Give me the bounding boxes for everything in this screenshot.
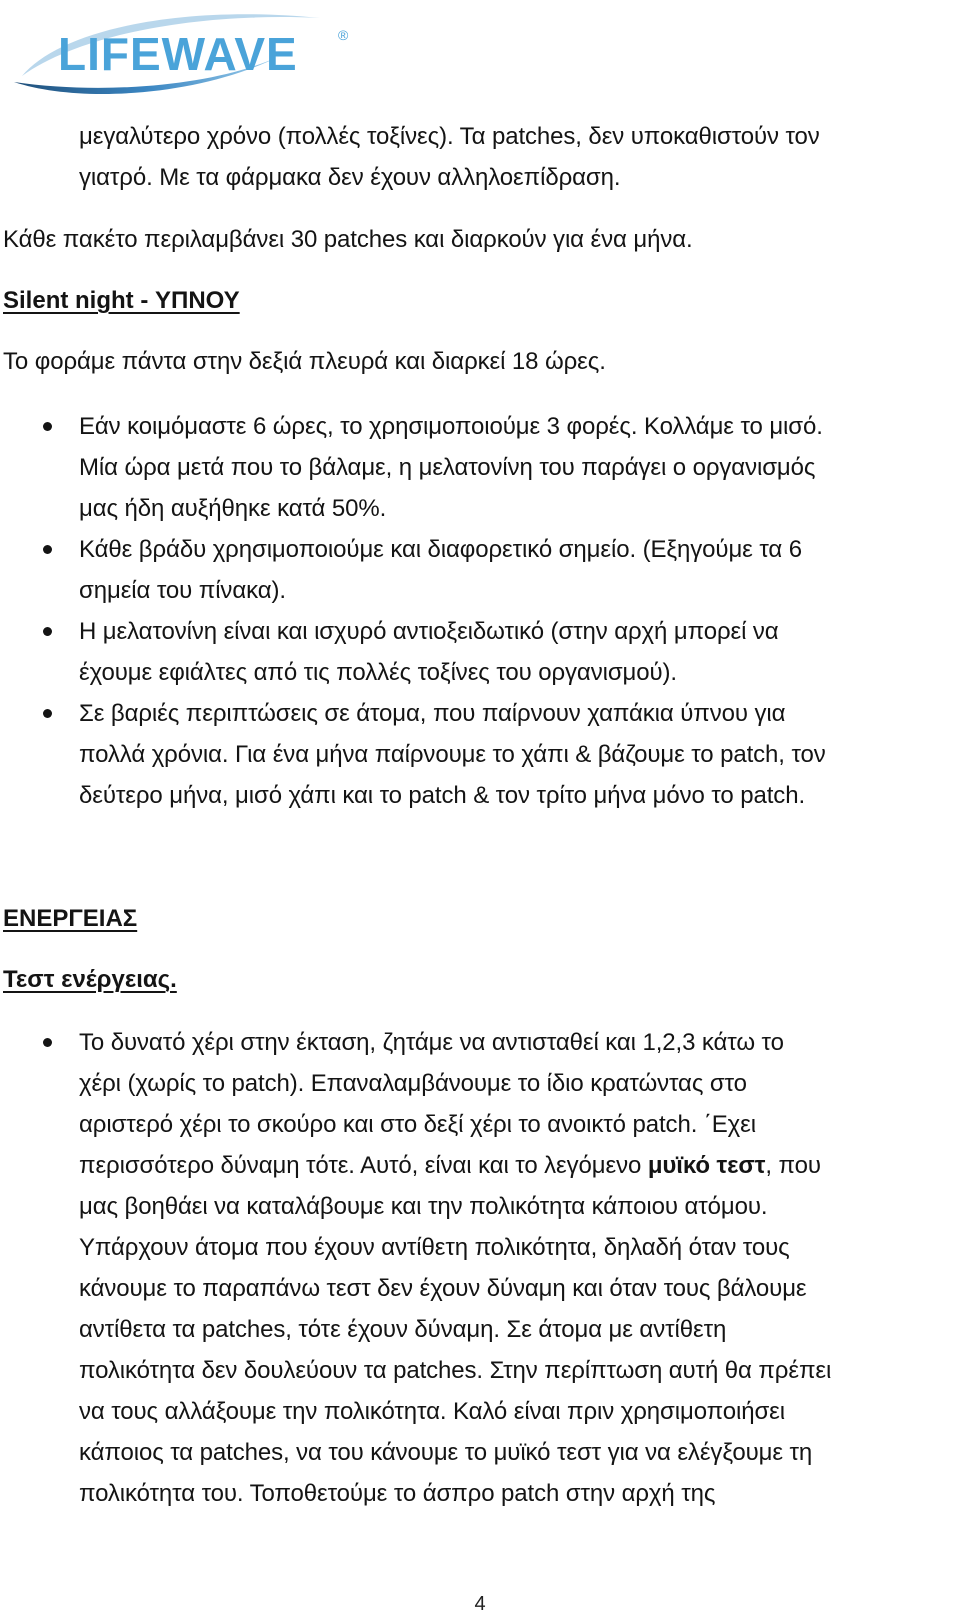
text-line: μας βοηθάει να καταλάβουμε και την πολικότητα κάποιου ατόμου. [79, 1193, 768, 1220]
text-line: πολλά χρόνια. Για ένα μήνα παίρνουμε το χάπι & βάζουμε το patch, τον [79, 741, 826, 768]
lifewave-logo [0, 0, 370, 110]
energy-bullet-list [0, 1022, 960, 1514]
text-line: Το φοράμε πάντα στην δεξιά πλευρά και διαρκεί 18 ώρες. [3, 348, 606, 375]
text-line: γιατρό. Με τα φάρμακα δεν έχουν αλληλοεπίδραση. [79, 164, 621, 191]
bullet-icon [43, 545, 52, 554]
list-item [0, 529, 960, 611]
page-number: 4 [474, 1593, 486, 1615]
text-line: να τους αλλάξουμε την πολικότητα. Καλό είναι πριν χρησιμοποιήσει [79, 1398, 786, 1425]
text-line: Εάν κοιμόμαστε 6 ώρες, το χρησιμοποιούμε 3 φορές. Κολλάμε το μισό. [79, 413, 823, 440]
text-line: Υπάρχουν άτομα που έχουν αντίθετη πολικότητα, δηλαδή όταν τους [79, 1234, 790, 1261]
text-line [79, 1145, 960, 1186]
text-line: πολικότητα δεν δουλεύουν τα patches. Στην περίπτωση αυτή θα πρέπει [79, 1357, 832, 1384]
text-line: κάνουμε το παραπάνω τεστ δεν έχουν δύναμη και όταν τους βάλουμε [79, 1275, 807, 1302]
energy-section [0, 898, 960, 939]
text-line: Η μελατονίνη είναι και ισχυρό αντιοξειδωτικό (στην αρχή μπορεί να [79, 618, 779, 645]
package-paragraph [0, 219, 960, 260]
text-line: Σε βαριές περιπτώσεις σε άτομα, που παίρνουν χαπάκια ύπνου για [79, 700, 786, 727]
silent-night-description [0, 341, 960, 382]
text-line: μας ήδη αυξήθηκε κατά 50%. [79, 495, 387, 522]
text-run: , που [765, 1152, 821, 1179]
silent-night-section [0, 280, 960, 321]
section-heading: ΕΝΕΡΓΕΙΑΣ [3, 905, 138, 932]
text-line: Κάθε πακέτο περιλαμβάνει 30 patches και διαρκούν για ένα μήνα. [3, 226, 693, 253]
registered-mark: ® [338, 27, 349, 43]
silent-night-bullet-list [0, 406, 960, 816]
bold-term: μυϊκό τεστ [647, 1152, 766, 1179]
intro-paragraph [0, 116, 960, 198]
text-line: αντίθετα τα patches, τότε έχουν δύναμη. Σε άτομα με αντίθετη [79, 1316, 727, 1343]
list-item [0, 611, 960, 693]
bullet-icon [43, 1038, 52, 1047]
text-line: Το δυνατό χέρι στην έκταση, ζητάμε να αντισταθεί και 1,2,3 κάτω το [79, 1029, 784, 1056]
list-item [0, 406, 960, 529]
text-line: Κάθε βράδυ χρησιμοποιούμε και διαφορετικό σημείο. (Εξηγούμε τα 6 [79, 536, 802, 563]
energy-subsection [0, 959, 960, 1000]
bullet-icon [43, 627, 52, 636]
text-line: δεύτερο μήνα, μισό χάπι και το patch & τον τρίτο μήνα μόνο το patch. [79, 782, 806, 809]
logo-wordmark: LIFEWAVE [58, 28, 298, 80]
text-line: σημεία του πίνακα). [79, 577, 286, 604]
bullet-icon [43, 422, 52, 431]
subsection-heading: Τεστ ενέργειας. [3, 966, 177, 993]
text-line: μεγαλύτερο χρόνο (πολλές τοξίνες). Τα patches, δεν υποκαθιστούν τον [79, 123, 820, 150]
text-run: περισσότερο δύναμη τότε. Αυτό, είναι και το λεγόμενο [79, 1152, 648, 1179]
text-line: έχουμε εφιάλτες από τις πολλές τοξίνες του οργανισμού). [79, 659, 678, 686]
text-line: πολικότητα του. Τοποθετούμε το άσπρο patch στην αρχή της [79, 1480, 716, 1507]
text-line: χέρι (χωρίς το patch). Επαναλαμβάνουμε το ίδιο κρατώντας στο [79, 1070, 747, 1097]
section-heading: Silent night - ΥΠΝΟΥ [3, 287, 240, 314]
bullet-icon [43, 709, 52, 718]
text-line: κάποιος τα patches, να του κάνουμε το μυϊκό τεστ για να ελέγξουμε τη [79, 1439, 813, 1466]
list-item [0, 1022, 960, 1514]
text-line: αριστερό χέρι το σκούρο και στο δεξί χέρι το ανοικτό patch. ΄Εχει [79, 1111, 756, 1138]
text-line: Μία ώρα μετά που το βάλαμε, η μελατονίνη του παράγει ο οργανισμός [79, 454, 816, 481]
list-item [0, 693, 960, 816]
